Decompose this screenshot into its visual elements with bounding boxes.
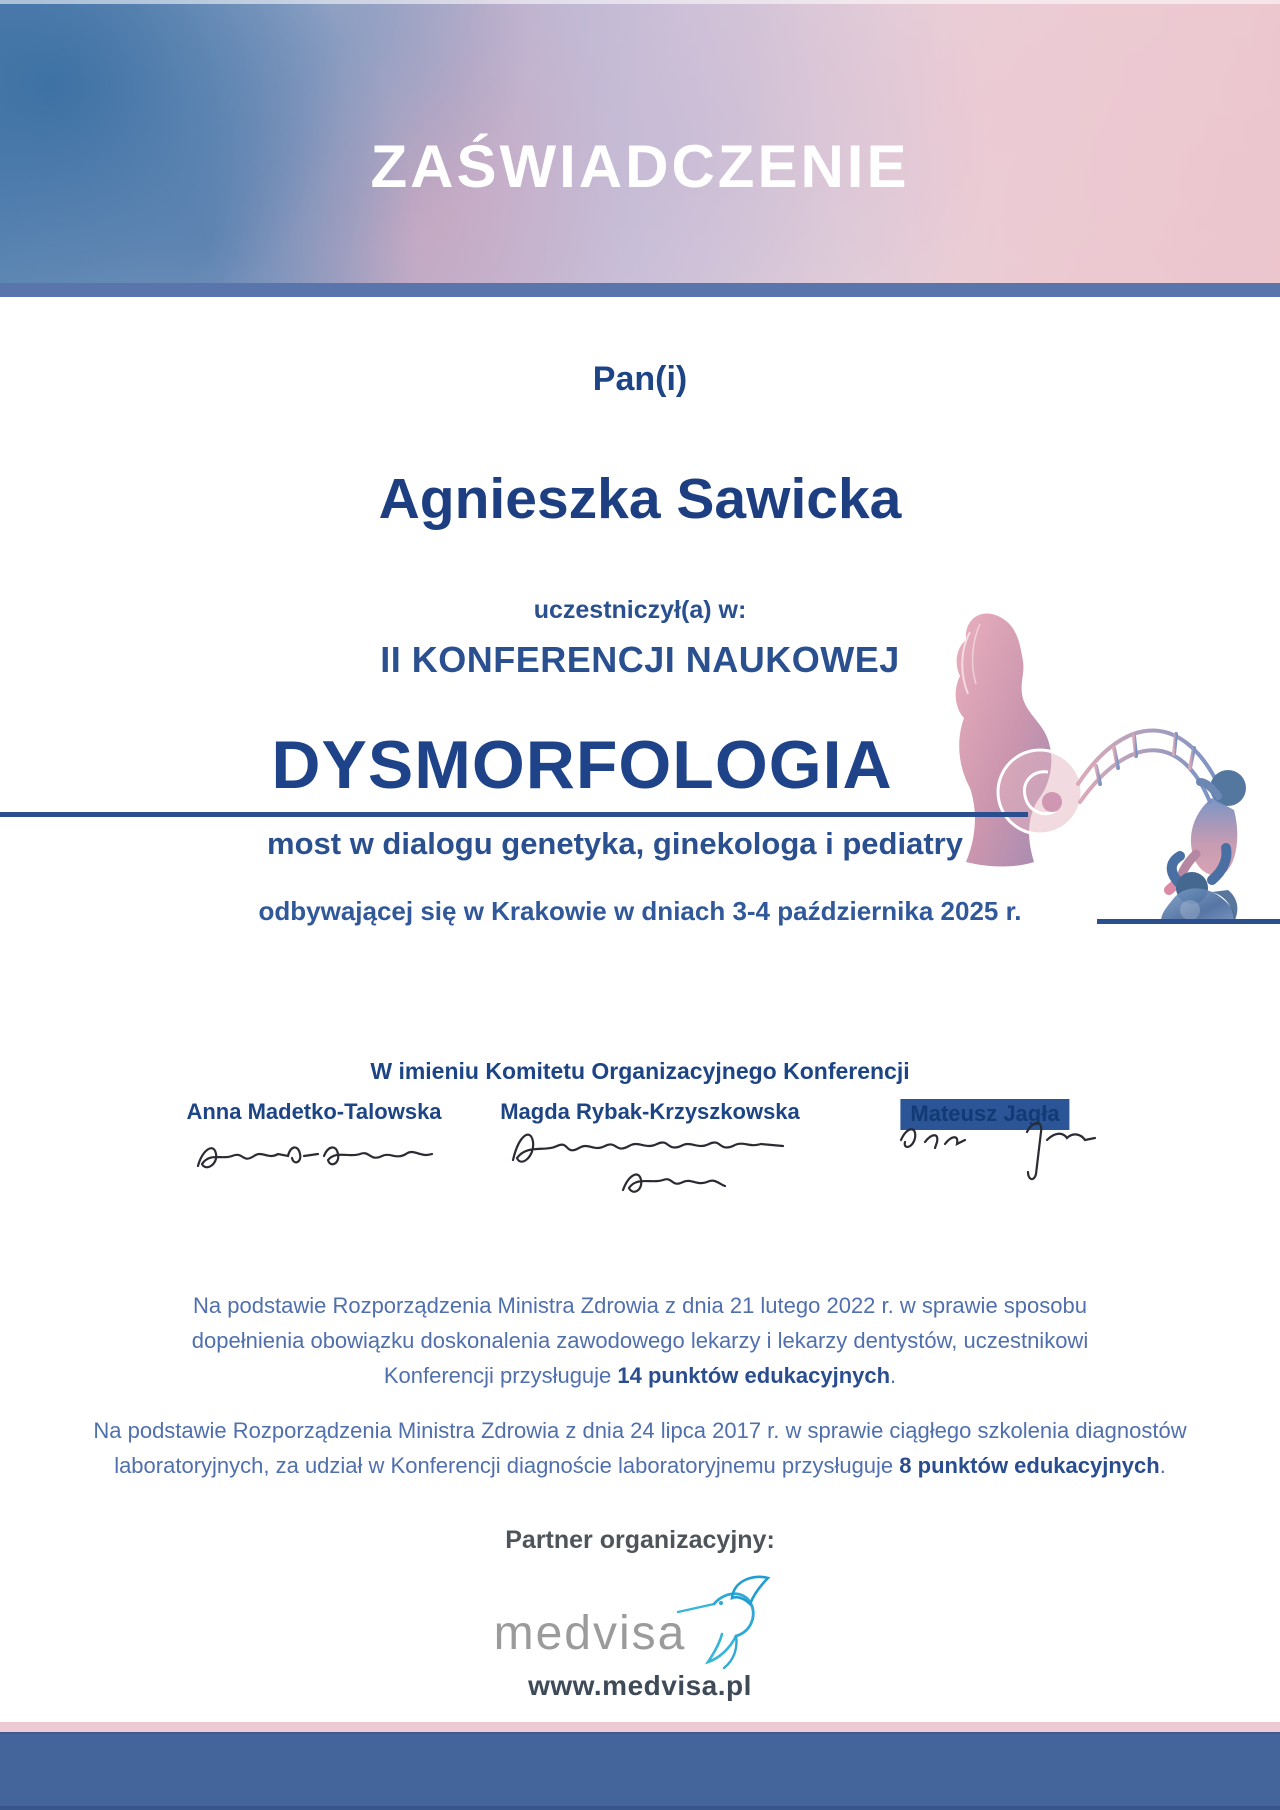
paragraph-period: . bbox=[1159, 1453, 1166, 1478]
certificate-title: ZAŚWIADCZENIE bbox=[370, 133, 910, 200]
committee-member-name: Anna Madetko-Talowska bbox=[186, 1099, 442, 1124]
footer-blue-bar bbox=[0, 1732, 1280, 1810]
conference-subtitle: most w dialogu genetyka, ginekologa i pediatry bbox=[267, 826, 963, 861]
climbing-child-silhouette bbox=[1169, 770, 1246, 890]
medvisa-logo-text: medvisa bbox=[493, 1606, 687, 1660]
committee-heading: W imieniu Komitetu Organizacyjnego Konferencji bbox=[370, 1058, 910, 1084]
points-value-doctors: 14 punktów edukacyjnych bbox=[617, 1363, 891, 1388]
points-paragraph-doctors bbox=[185, 1288, 1095, 1393]
mother-dna-child-illustration bbox=[928, 572, 1280, 924]
top-edge-strip bbox=[0, 0, 1280, 4]
conference-series: II KONFERENCJI NAUKOWEJ bbox=[380, 639, 900, 680]
legal-paragraphs bbox=[0, 1288, 1280, 1483]
watercolor-family-illustration bbox=[928, 572, 1280, 924]
committee-member-name-highlighted: Mateusz Jagła bbox=[900, 1099, 1069, 1130]
event-details: odbywającej się w Krakowie w dniach 3-4 października 2025 r. bbox=[258, 896, 1022, 926]
signature-madetko-talowska bbox=[192, 1126, 437, 1184]
committee-member-name: Magda Rybak-Krzyszkowska bbox=[500, 1099, 800, 1124]
header-divider bbox=[0, 283, 1280, 297]
watercolor-header bbox=[0, 0, 1280, 283]
points-value-diagnosticians: 8 punktów edukacyjnych bbox=[899, 1453, 1160, 1478]
paragraph-text: Na podstawie Rozporządzenia Ministra Zdrowia z dnia 24 lipca 2017 r. w sprawie ciągłego szkolenia diagnostów laboratoryjnych, za udział w Konferencji diagnoście laboratoryjnemu przysługuje bbox=[93, 1418, 1187, 1478]
hummingbird-icon bbox=[674, 1572, 786, 1674]
pregnant-woman-silhouette bbox=[956, 613, 1082, 866]
partner-label: Partner organizacyjny: bbox=[505, 1526, 775, 1554]
conference-name: DYSMORFOLOGIA bbox=[271, 727, 893, 803]
footer-pink-strip bbox=[0, 1722, 1280, 1732]
points-paragraph-diagnosticians bbox=[75, 1413, 1205, 1483]
recipient-name: Agnieszka Sawicka bbox=[378, 467, 902, 531]
partner-website: www.medvisa.pl bbox=[528, 1670, 752, 1701]
right-horizontal-rule bbox=[1097, 919, 1280, 924]
dna-ladder-bridge bbox=[1078, 730, 1220, 802]
medvisa-logo bbox=[0, 1576, 1280, 1676]
salutation: Pan(i) bbox=[592, 360, 688, 398]
left-horizontal-rule bbox=[0, 812, 1028, 817]
paragraph-text: Na podstawie Rozporządzenia Ministra Zdrowia z dnia 21 lutego 2022 r. w sprawie sposobu dopełnienia obowiązku doskonalenia zawodowego lekarzy i lekarzy dentystów, uczestnikowi Konferencji przysługuje bbox=[191, 1293, 1089, 1388]
paragraph-period: . bbox=[890, 1363, 897, 1388]
participated-label: uczestniczył(a) w: bbox=[533, 596, 747, 624]
signature-jagla bbox=[885, 1112, 1100, 1187]
signature-rybak-krzyszkowska bbox=[505, 1116, 800, 1208]
